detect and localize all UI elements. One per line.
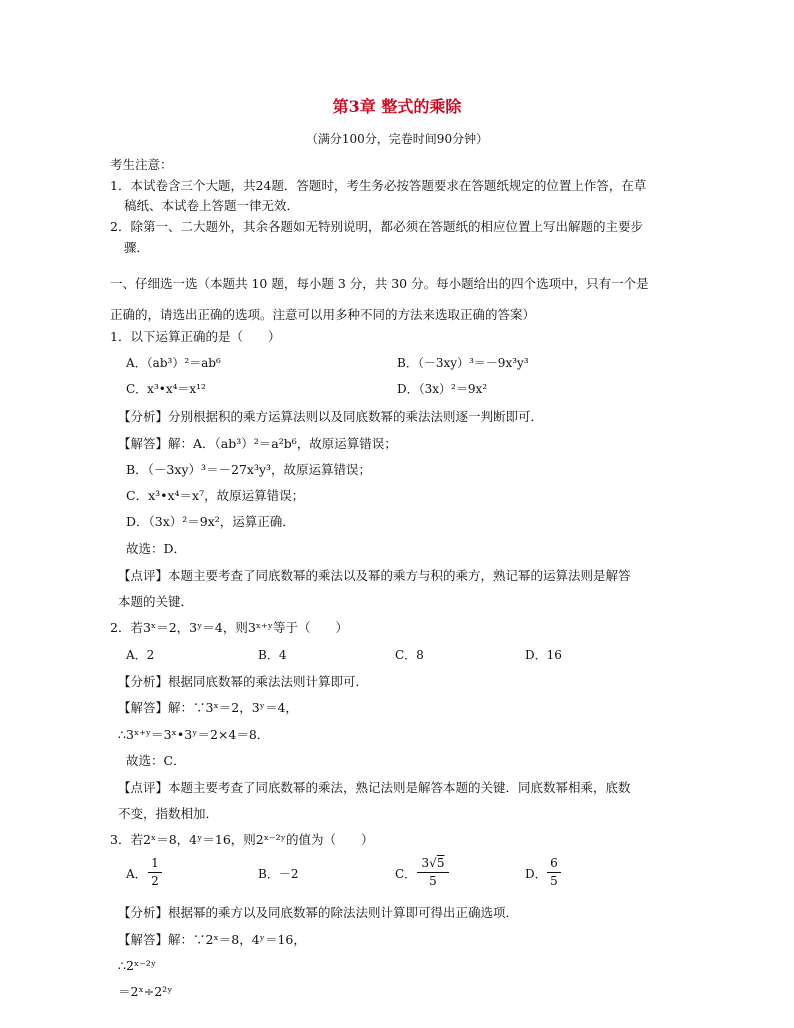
question-3-option-d-fraction (547, 856, 561, 889)
question-1-option-a: A．（ab³）²＝ab⁶ (126, 356, 221, 370)
question-2-option-a: A．2 (126, 648, 155, 662)
question-1-answer-a: 【解答】解：A．（ab³）²＝a²b⁶，故原运算错误； (118, 436, 397, 451)
question-1-comment-cont: 本题的关键． (118, 594, 194, 609)
fraction-numerator: 6 (550, 856, 558, 870)
fraction-numerator: 1 (151, 856, 159, 870)
question-2-comment-cont: 不变，指数相加． (118, 806, 219, 821)
question-3-option-b: B．－2 (258, 867, 299, 881)
page-subtitle: （满分100分，完卷时间90分钟） (305, 132, 489, 146)
question-3-option-c-label: C． (395, 867, 417, 881)
question-1-answer-c: C．x³•x⁴＝x⁷，故原运算错误； (126, 488, 305, 503)
question-3-analysis: 【分析】根据幂的乘方以及同底数幂的除法法则计算即可得出正确选项． (118, 905, 519, 920)
question-2-answer-2: ∴3ˣ⁺ʸ＝3ˣ•3ʸ＝2×4＝8． (118, 727, 270, 742)
question-2-answer-1: 【解答】解：∵3ˣ＝2，3ʸ＝4， (118, 700, 298, 715)
fraction-denominator: 5 (429, 874, 437, 888)
question-1-comment: 【点评】本题主要考查了同底数幂的乘法以及幂的乘方与积的乘方，熟记幂的运算法则是解答 (118, 568, 631, 583)
question-1-option-d: D．（3x）²＝9x² (397, 382, 488, 396)
fraction-bar (547, 872, 561, 873)
question-1-answer-d: D．（3x）²＝9x²，运算正确． (126, 514, 295, 529)
question-2-option-d: D．16 (525, 648, 562, 662)
radicand: 5 (436, 856, 445, 870)
notice-item-2: 2．除第一、二大题外，其余各题如无特别说明，都必须在答题纸的相应位置上写出解题的主要步 (110, 219, 643, 234)
question-3-answer-1: 【解答】解：∵2ˣ＝8，4ʸ＝16， (118, 932, 306, 947)
section-heading: 一、仔细选一选（本题共 10 题，每小题 3 分，共 30 分。每小题给出的四个选项中，只有一个是 (110, 276, 649, 291)
section-heading-cont: 正确的，请选出正确的选项。注意可以用多种不同的方法来选取正确的答案） (110, 307, 536, 322)
fraction-denominator: 2 (151, 874, 159, 888)
fraction-bar (148, 872, 162, 873)
radical-sign-icon: √ (429, 856, 437, 870)
question-2-comment: 【点评】本题主要考查了同底数幂的乘法，熟记法则是解答本题的关键．同底数幂相乘，底数 (118, 780, 631, 795)
question-3-answer-3: ＝2ˣ÷2²ʸ (118, 984, 173, 999)
question-2-option-c: C．8 (395, 648, 424, 662)
notice-heading: 考生注意： (110, 157, 173, 172)
coefficient: 3 (421, 856, 430, 870)
question-1-choice: 故选：D． (126, 541, 187, 556)
question-3-answer-2: ∴2ˣ⁻²ʸ (118, 958, 157, 973)
question-2-stem: 2．若3ˣ＝2，3ʸ＝4，则3ˣ⁺ʸ等于（ ） (110, 620, 348, 635)
notice-item-2-cont: 骤． (124, 240, 150, 255)
question-3-stem: 3．若2ˣ＝8，4ʸ＝16，则2ˣ⁻²ʸ的值为（ ） (110, 832, 374, 847)
question-3-option-a-label: A． (126, 867, 147, 881)
notice-item-1-cont: 稿纸、本试卷上答题一律无效． (124, 198, 300, 213)
question-1-option-b: B．（－3xy）³＝－9x³y³ (397, 356, 529, 370)
question-1-option-c: C．x³•x⁴＝x¹² (126, 382, 206, 396)
question-3-option-a-fraction (148, 856, 162, 889)
fraction-numerator (417, 856, 449, 871)
question-1-analysis: 【分析】分别根据积的乘方运算法则以及同底数幂的乘法法则逐一判断即可． (118, 409, 544, 424)
fraction-bar (417, 872, 449, 873)
question-1-answer-b: B．（－3xy）³＝－27x³y³，故原运算错误； (126, 462, 372, 477)
notice-item-1: 1．本试卷含三个大题，共24题．答题时，考生务必按答题要求在答题纸规定的位置上作答，在草 (110, 178, 647, 193)
question-2-option-b: B．4 (258, 648, 287, 662)
question-3-option-c-fraction (417, 856, 449, 889)
fraction-denominator: 5 (550, 874, 558, 888)
question-3-option-d-label: D． (525, 867, 547, 881)
question-2-choice: 故选：C． (126, 753, 186, 768)
question-2-analysis: 【分析】根据同底数幂的乘法法则计算即可． (118, 674, 369, 689)
question-1-stem: 1．以下运算正确的是（ ） (110, 329, 281, 344)
page-title: 第3章 整式的乘除 (332, 97, 462, 116)
